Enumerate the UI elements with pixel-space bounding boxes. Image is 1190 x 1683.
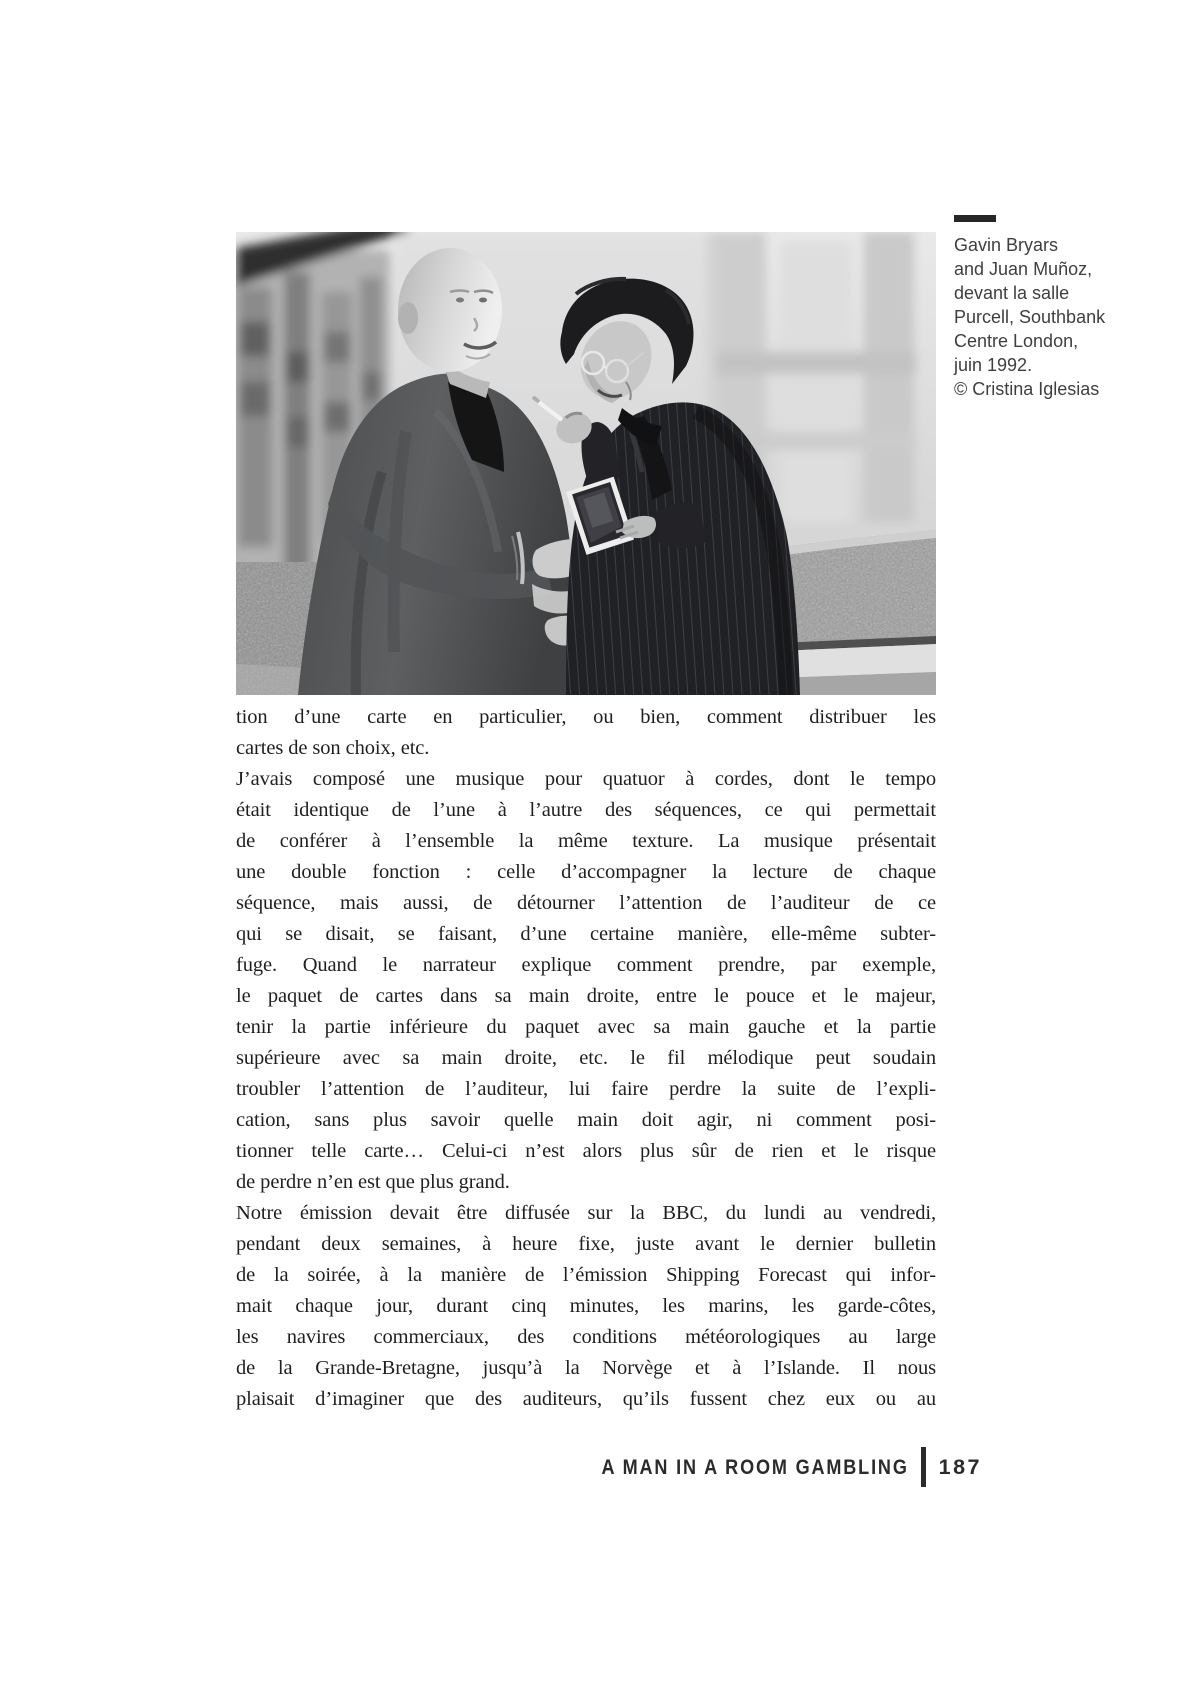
body-text-line: de conférer à l’ensemble la même texture. La musique présentait bbox=[236, 830, 936, 852]
body-text-line: pendant deux semaines, à heure fixe, juste avant le dernier bulletin bbox=[236, 1233, 936, 1255]
body-text-line: J’avais composé une musique pour quatuor à cordes, dont le tempo bbox=[236, 768, 936, 790]
page-number: 187 bbox=[938, 1454, 982, 1479]
page-footer bbox=[543, 1447, 982, 1487]
running-title: A MAN IN A ROOM GAMBLING bbox=[601, 1454, 909, 1479]
body-text-line: une double fonction : celle d’accompagner la lecture de chaque bbox=[236, 861, 936, 883]
caption-line: devant la salle bbox=[954, 283, 1070, 303]
body-text-line: le paquet de cartes dans sa main droite, entre le pouce et le majeur, bbox=[236, 985, 936, 1007]
caption-line: juin 1992. bbox=[954, 355, 1033, 375]
body-text-line: cartes de son choix, etc. bbox=[236, 737, 430, 759]
body-text-line: de la Grande-Bretagne, jusqu’à la Norvège et à l’Islande. Il nous bbox=[236, 1357, 936, 1379]
body-text-line: séquence, mais aussi, de détourner l’attention de l’auditeur de ce bbox=[236, 892, 936, 914]
caption-line: Centre London, bbox=[954, 331, 1079, 351]
photo-caption bbox=[954, 215, 1154, 401]
caption-line: Gavin Bryars bbox=[954, 235, 1059, 255]
footer-divider-bar bbox=[921, 1447, 926, 1487]
caption-line: © Cristina Iglesias bbox=[954, 379, 1100, 399]
body-text-line: tion d’une carte en particulier, ou bien, comment distribuer les bbox=[236, 706, 936, 728]
caption-line: Purcell, Southbank bbox=[954, 307, 1106, 327]
body-text-line: de la soirée, à la manière de l’émission Shipping Forecast qui infor- bbox=[236, 1264, 936, 1286]
body-text-line: était identique de l’une à l’autre des séquences, ce qui permettait bbox=[236, 799, 936, 821]
body-text-line: plaisait d’imaginer que des auditeurs, qu’ils fussent chez eux ou au bbox=[236, 1388, 936, 1410]
body-text-line: tenir la partie inférieure du paquet avec sa main gauche et la partie bbox=[236, 1016, 936, 1038]
body-text-line: de perdre n’en est que plus grand. bbox=[236, 1171, 510, 1193]
body-text bbox=[236, 702, 936, 1415]
body-text-line: les navires commerciaux, des conditions météorologiques au large bbox=[236, 1326, 936, 1348]
body-text-line: cation, sans plus savoir quelle main doit agir, ni comment posi- bbox=[236, 1109, 936, 1131]
caption-line: and Juan Muñoz, bbox=[954, 259, 1093, 279]
body-text-line: tionner telle carte… Celui-ci n’est alors plus sûr de rien et le risque bbox=[236, 1140, 936, 1162]
body-text-line: Notre émission devait être diffusée sur la BBC, du lundi au vendredi, bbox=[236, 1202, 936, 1224]
body-text-line: qui se disait, se faisant, d’une certaine manière, elle-même subter- bbox=[236, 923, 936, 945]
body-text-line: fuge. Quand le narrateur explique comment prendre, par exemple, bbox=[236, 954, 936, 976]
caption-rule-decoration bbox=[954, 215, 996, 222]
photo-figure bbox=[236, 232, 936, 695]
body-text-line: mait chaque jour, durant cinq minutes, les marins, les garde-côtes, bbox=[236, 1295, 936, 1317]
caption-text bbox=[954, 233, 1154, 401]
body-text-line: troubler l’attention de l’auditeur, lui faire perdre la suite de l’expli- bbox=[236, 1078, 936, 1100]
body-text-line: supérieure avec sa main droite, etc. le fil mélodique peut soudain bbox=[236, 1047, 936, 1069]
photo-illustration bbox=[236, 232, 936, 695]
